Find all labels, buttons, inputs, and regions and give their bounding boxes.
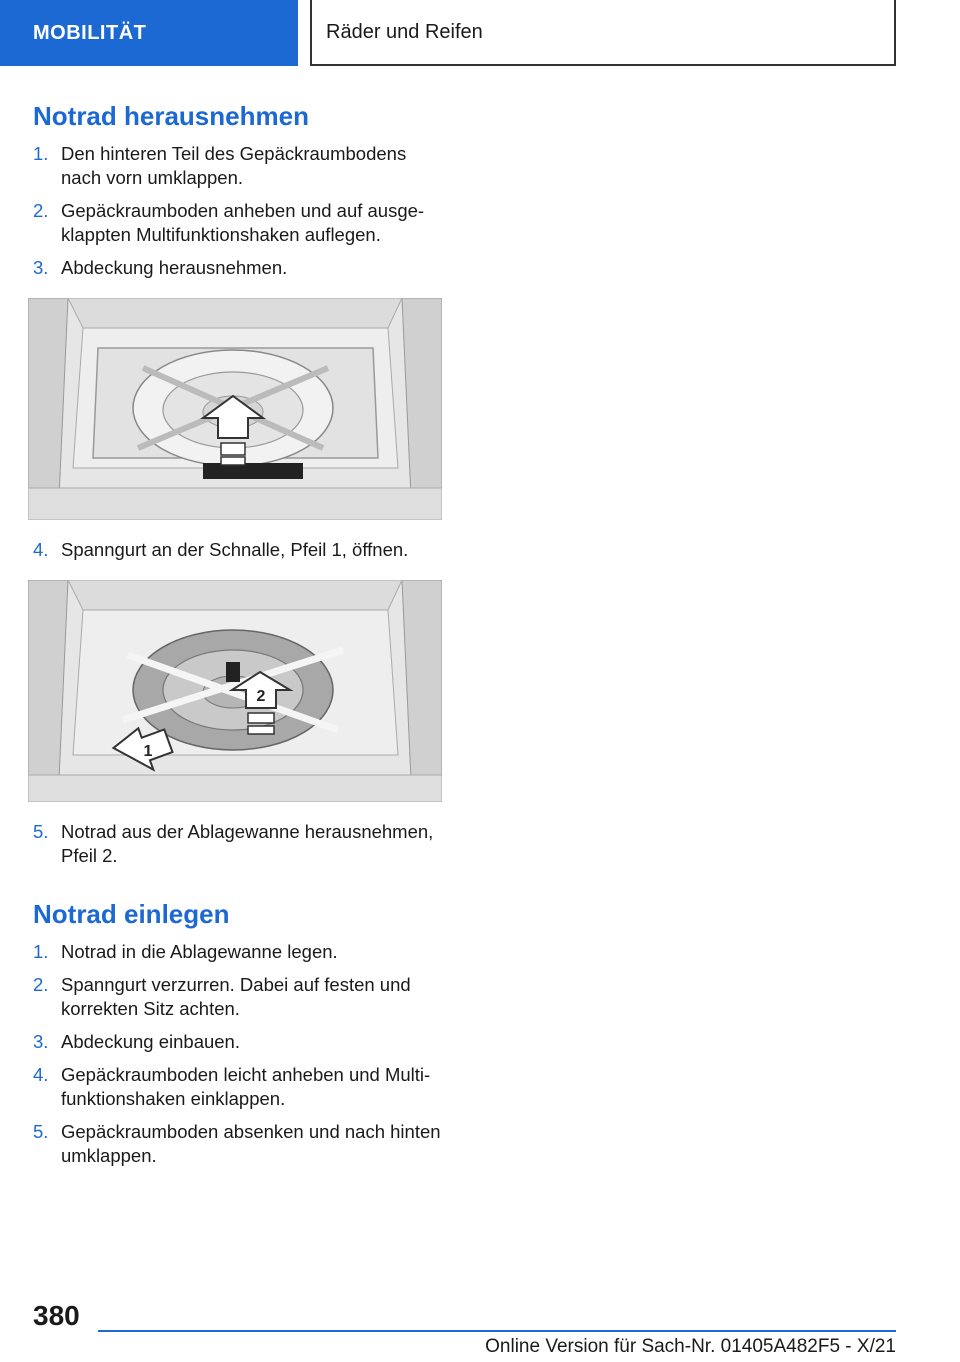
arrow-label-1: 1 xyxy=(143,743,153,760)
step-text: Gepäckraumboden anheben und auf ausgeklappten Multifunktionshaken auflegen. xyxy=(61,200,425,245)
step-text: Spanngurt verzurren. Dabei auf festen und korrekten Sitz achten. xyxy=(61,974,411,1019)
step-number: 3. xyxy=(33,257,49,278)
steps-list-remove-c xyxy=(33,820,447,868)
step-number: 4. xyxy=(33,1064,49,1085)
list-item xyxy=(33,256,447,280)
arrow-label-2: 2 xyxy=(256,688,266,705)
list-item xyxy=(33,973,447,1021)
step-number: 5. xyxy=(33,821,49,842)
step-number: 5. xyxy=(33,1121,49,1142)
footer-version-text: Online Version für Sach-Nr. 01405A482F5 - X/21 xyxy=(485,1336,896,1357)
footer-divider xyxy=(98,1330,896,1332)
list-item xyxy=(33,1030,447,1054)
step-number: 2. xyxy=(33,974,49,995)
step-text: Notrad in die Ablagewanne legen. xyxy=(61,941,338,962)
figure-trunk-cover xyxy=(28,298,442,520)
step-text: Spanngurt an der Schnalle, Pfeil 1, öffnen. xyxy=(61,539,409,560)
steps-list-insert xyxy=(33,940,447,1168)
list-item xyxy=(33,820,447,868)
step-text: Notrad aus der Ablagewanne herausnehmen, Pfeil 2. xyxy=(61,821,434,866)
list-item xyxy=(33,142,447,190)
section-tab: MOBILITÄT xyxy=(0,0,298,66)
steps-list-remove-b xyxy=(33,538,447,562)
page-number: 380 xyxy=(33,1300,80,1331)
chapter-tab: Räder und Reifen xyxy=(310,0,896,66)
step-number: 3. xyxy=(33,1031,49,1052)
step-number: 4. xyxy=(33,539,49,560)
step-text: Gepäckraumboden leicht anheben und Multifunktionshaken einklappen. xyxy=(61,1064,431,1109)
step-number: 2. xyxy=(33,200,49,221)
page-header xyxy=(0,0,896,66)
section-title-insert: Notrad einlegen xyxy=(33,899,230,929)
list-item xyxy=(33,1063,447,1111)
figure-spare-wheel-strap xyxy=(28,580,442,802)
step-text: Abdeckung einbauen. xyxy=(61,1031,240,1052)
step-number: 1. xyxy=(33,941,49,962)
step-text: Den hinteren Teil des Gepäckraumbodens nach vorn umklappen. xyxy=(61,143,407,188)
step-text: Gepäckraumboden absenken und nach hinten umklappen. xyxy=(61,1121,441,1166)
main-content xyxy=(33,100,447,1177)
steps-list-remove-a xyxy=(33,142,447,280)
step-number: 1. xyxy=(33,143,49,164)
list-item xyxy=(33,199,447,247)
list-item xyxy=(33,538,447,562)
list-item xyxy=(33,940,447,964)
list-item xyxy=(33,1120,447,1168)
section-title-remove: Notrad herausnehmen xyxy=(33,101,309,131)
step-text: Abdeckung herausnehmen. xyxy=(61,257,288,278)
